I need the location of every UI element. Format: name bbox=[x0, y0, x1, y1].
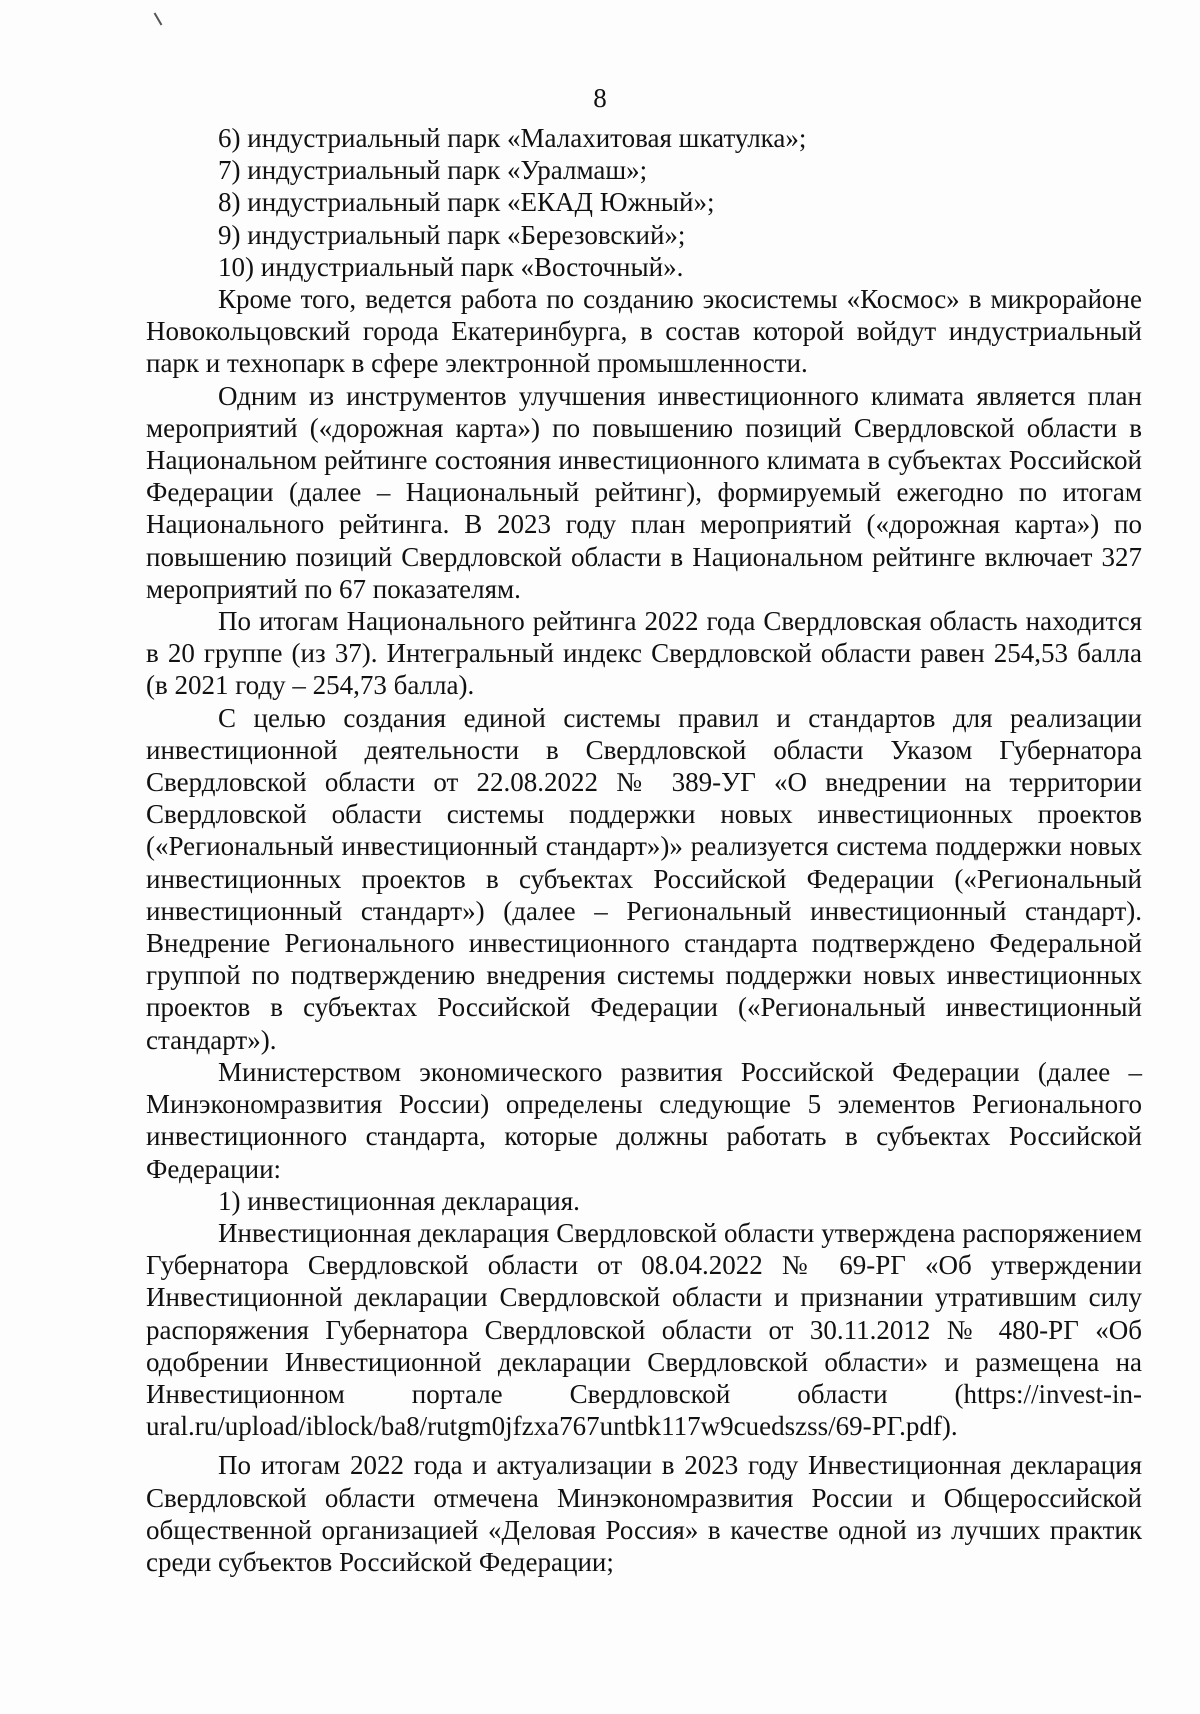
paragraph-kosmos: Кроме того, ведется работа по созданию экосистемы «Космос» в микрорайоне Новокольцовский города Екатеринбурга, в состав которой войдут индустриальный парк и технопарк в сфере электронной промышленности. bbox=[146, 284, 1142, 379]
paragraph-best-practice: По итогам 2022 года и актуализации в 2023 году Инвестиционная декларация Свердловской области отмечена Минэкономразвития России и Общероссийской общественной организацией «Деловая Россия» в качестве одной из лучших практик среди субъектов Российской Федерации; bbox=[146, 1450, 1142, 1577]
scan-artifact-mark bbox=[154, 12, 163, 25]
list-item: 10) индустриальный парк «Восточный». bbox=[218, 251, 684, 282]
paragraph-rating: По итогам Национального рейтинга 2022 года Свердловская область находится в 20 группе (из 37). Интегральный индекс Свердловской области равен 254,53 балла (в 2021 году – 254,73 балла). bbox=[146, 606, 1142, 701]
paragraph-standard-elements: Министерством экономического развития Российской Федерации (далее – Минэкономразвития России) определены следующие 5 элементов Регионального инвестиционного стандарта, которые должны работать в субъектах Российской Федерации: bbox=[146, 1056, 1142, 1184]
list-item: 7) индустриальный парк «Уралмаш»; bbox=[218, 155, 648, 186]
page-number: 8 bbox=[593, 83, 607, 113]
list-item: 8) индустриальный парк «ЕКАД Южный»; bbox=[218, 187, 715, 218]
paragraph-investment-standard: С целью создания единой системы правил и стандартов для реализации инвестиционной деятельности в Свердловской области Указом Губернатора Свердловской области от 22.08.2022 № 389-УГ «О внедрении на территории Свердловской области системы поддержки новых инвестиционных проектов («Региональный инвестиционный стандарт»)» реализуется система поддержки новых инвестиционных проектов в субъектах Российской Федерации («Региональный инвестиционный стандарт») (далее – Региональный инвестиционный стандарт). Внедрение Регионального инвестиционного стандарта подтверждено Федеральной группой по подтверждению внедрения системы поддержки новых инвестиционных проектов в субъектах Российской Федерации («Региональный инвестиционный стандарт»). bbox=[146, 702, 1142, 1055]
list-item: 9) индустриальный парк «Березовский»; bbox=[218, 219, 686, 250]
paragraph-declaration: Инвестиционная декларация Свердловской области утверждена распоряжением Губернатора Свердловской области от 08.04.2022 № 69-РГ «Об утверждении Инвестиционной декларации Свердловской области и признании утратившим силу распоряжения Губернатора Свердловской области от 30.11.2012 № 480-РГ «Об одобрении Инвестиционной декларации Свердловской области» и размещена на Инвестиционном портале Свердловской области (https://invest-in-ural.ru/upload/iblock/ba8/rutgm0jfzxa767untbk117w9cuedszss/69-РГ.pdf). bbox=[146, 1217, 1142, 1442]
list-item: 1) инвестиционная декларация. bbox=[218, 1185, 580, 1216]
document-body bbox=[146, 122, 1142, 1578]
list-item: 6) индустриальный парк «Малахитовая шкатулка»; bbox=[218, 123, 807, 153]
paragraph-roadmap: Одним из инструментов улучшения инвестиционного климата является план мероприятий («дорожная карта») по повышению позиций Свердловской области в Национальном рейтинге состояния инвестиционного климата в субъектах Российской Федерации (далее – Национальный рейтинг), формируемый ежегодно по итогам Национального рейтинга. В 2023 году план мероприятий («дорожная карта») по повышению позиций Свердловской области в Национальном рейтинге включает 327 мероприятий по 67 показателям. bbox=[146, 380, 1142, 604]
